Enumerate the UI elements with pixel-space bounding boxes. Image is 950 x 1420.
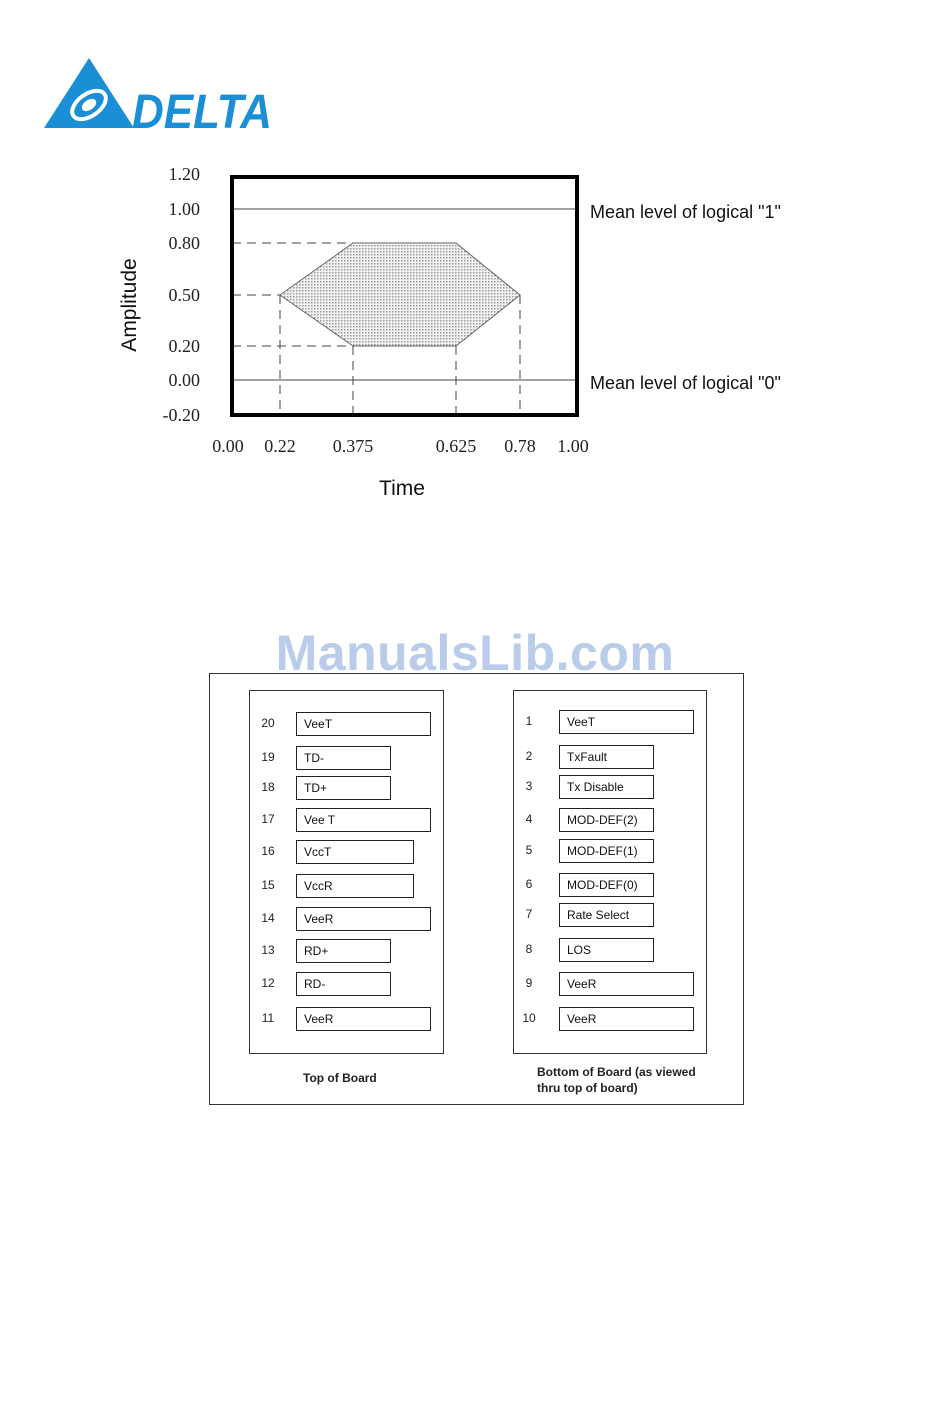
pin-label: MOD-DEF(0) xyxy=(559,873,654,897)
pin-number: 20 xyxy=(261,716,275,730)
reference-line-label: Mean level of logical "1" xyxy=(590,202,781,222)
pin-label: RD+ xyxy=(296,939,391,963)
pin-label: VeeR xyxy=(296,907,431,931)
pin-number: 8 xyxy=(525,942,533,956)
pin-label: VccR xyxy=(296,874,414,898)
pin-number: 19 xyxy=(261,750,275,764)
y-tick-label: 1.00 xyxy=(168,199,200,219)
pin-number: 16 xyxy=(261,844,275,858)
pin-label: TxFault xyxy=(559,745,654,769)
x-tick-label: 0.625 xyxy=(435,436,477,456)
y-axis-title: Amplitude xyxy=(118,258,141,352)
pin-row-12 xyxy=(250,972,443,998)
pin-number: 2 xyxy=(525,749,533,763)
pin-row-10 xyxy=(514,1007,706,1033)
y-tick-label: 0.80 xyxy=(168,233,200,253)
y-tick-label: 1.20 xyxy=(168,164,200,184)
pin-number: 4 xyxy=(525,812,533,826)
pin-row-20 xyxy=(250,712,443,738)
pin-row-6 xyxy=(514,873,706,899)
pin-label: LOS xyxy=(559,938,654,962)
pin-number: 13 xyxy=(261,943,275,957)
pin-label: VeeR xyxy=(296,1007,431,1031)
pin-label: TD+ xyxy=(296,776,391,800)
pin-label: VeeR xyxy=(559,1007,694,1031)
caption-bottom-line1: Bottom of Board (as viewed xyxy=(537,1065,696,1079)
pin-row-19 xyxy=(250,746,443,772)
pin-label: MOD-DEF(2) xyxy=(559,808,654,832)
reference-line-label: Mean level of logical "0" xyxy=(590,373,781,393)
x-tick-label: 0.22 xyxy=(264,436,296,456)
x-tick-label: 1.00 xyxy=(557,436,589,456)
pin-number: 9 xyxy=(525,976,533,990)
pin-row-8 xyxy=(514,938,706,964)
pin-row-1 xyxy=(514,710,706,736)
pin-row-11 xyxy=(250,1007,443,1033)
y-tick-label: -0.20 xyxy=(162,405,200,425)
pinout-diagram xyxy=(209,673,744,1105)
y-tick-label: 0.20 xyxy=(168,336,200,356)
caption-bottom-line2: thru top of board) xyxy=(537,1081,638,1095)
pin-label: VeeT xyxy=(296,712,431,736)
delta-wordmark: DELTA xyxy=(132,86,272,132)
pin-label: VeeT xyxy=(559,710,694,734)
pin-number: 12 xyxy=(261,976,275,990)
x-tick-label: 0.00 xyxy=(212,436,244,456)
caption-bottom-of-board xyxy=(537,1064,707,1096)
pin-row-16 xyxy=(250,840,443,866)
pin-number: 5 xyxy=(525,843,533,857)
pin-number: 11 xyxy=(261,1011,275,1025)
pin-row-13 xyxy=(250,939,443,965)
pin-row-5 xyxy=(514,839,706,865)
watermark: ManualsLib.com xyxy=(275,625,675,681)
x-tick-label: 0.78 xyxy=(504,436,536,456)
pin-number: 6 xyxy=(525,877,533,891)
pin-row-17 xyxy=(250,808,443,834)
pin-label: RD- xyxy=(296,972,391,996)
pin-number: 1 xyxy=(525,714,533,728)
pin-label: MOD-DEF(1) xyxy=(559,839,654,863)
eye-diagram-chart xyxy=(110,155,810,510)
pin-label: VccT xyxy=(296,840,414,864)
pin-label: VeeR xyxy=(559,972,694,996)
pin-label: TD- xyxy=(296,746,391,770)
pin-row-3 xyxy=(514,775,706,801)
delta-logo xyxy=(42,56,274,132)
pin-number: 3 xyxy=(525,779,533,793)
x-axis-title: Time xyxy=(379,477,425,500)
pin-number: 7 xyxy=(525,907,533,921)
pin-row-18 xyxy=(250,776,443,802)
pin-row-7 xyxy=(514,903,706,929)
caption-top-of-board: Top of Board xyxy=(303,1071,377,1085)
pin-row-15 xyxy=(250,874,443,900)
pin-number: 17 xyxy=(261,812,275,826)
eye-mask-polygon xyxy=(280,243,520,346)
y-tick-label: 0.50 xyxy=(168,285,200,305)
pin-number: 14 xyxy=(261,911,275,925)
x-tick-label: 0.375 xyxy=(332,436,374,456)
pin-label: Rate Select xyxy=(559,903,654,927)
y-tick-label: 0.00 xyxy=(168,370,200,390)
pin-number: 10 xyxy=(522,1011,536,1025)
pin-label: Tx Disable xyxy=(559,775,654,799)
pin-row-4 xyxy=(514,808,706,834)
pin-number: 18 xyxy=(261,780,275,794)
pin-row-14 xyxy=(250,907,443,933)
board-bottom-panel xyxy=(513,690,707,1054)
pin-row-2 xyxy=(514,745,706,771)
pin-label: Vee T xyxy=(296,808,431,832)
pin-row-9 xyxy=(514,972,706,998)
pin-number: 15 xyxy=(261,878,275,892)
board-top-panel xyxy=(249,690,444,1054)
